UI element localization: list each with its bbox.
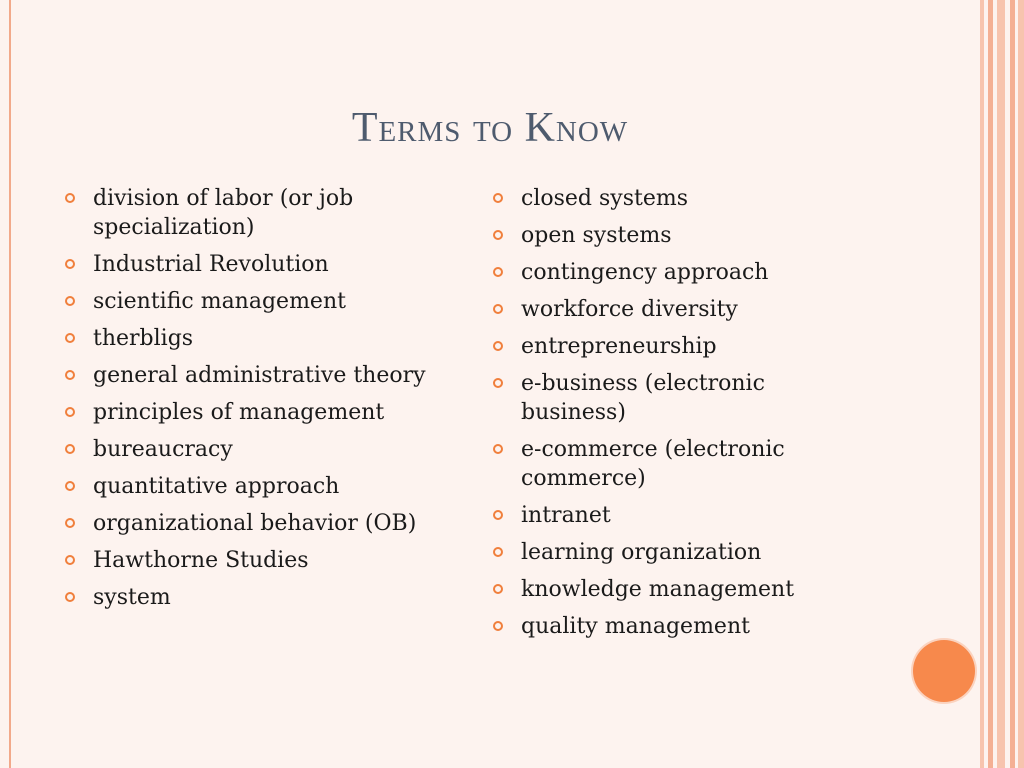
- term-label: entrepreneurship: [521, 334, 717, 359]
- list-item: [62, 546, 432, 575]
- term-label: principles of management: [93, 400, 385, 425]
- list-item: [62, 472, 432, 501]
- right-terms-list: [490, 184, 830, 649]
- circle-bullet-icon: [493, 584, 503, 594]
- circle-bullet-icon: [65, 518, 75, 528]
- right-decorative-stripe: [988, 0, 993, 768]
- term-label: learning organization: [521, 540, 762, 565]
- term-label: system: [93, 585, 171, 610]
- list-item: [62, 435, 432, 464]
- right-decorative-stripe: [1018, 0, 1024, 768]
- circle-bullet-icon: [65, 370, 75, 380]
- term-label: Industrial Revolution: [93, 252, 329, 277]
- list-item: [62, 583, 432, 612]
- list-item: [490, 221, 830, 250]
- decorative-circle: [913, 640, 975, 702]
- right-decorative-stripe: [1010, 0, 1015, 768]
- list-item: [62, 361, 432, 390]
- list-item: [62, 184, 432, 242]
- list-item: [490, 258, 830, 287]
- slide-title: Terms to Know: [351, 105, 629, 151]
- list-item: [490, 435, 830, 493]
- circle-bullet-icon: [493, 341, 503, 351]
- list-item: [490, 332, 830, 361]
- circle-bullet-icon: [493, 444, 503, 454]
- right-decorative-stripe: [997, 0, 1005, 768]
- circle-bullet-icon: [493, 621, 503, 631]
- circle-bullet-icon: [493, 267, 503, 277]
- circle-bullet-icon: [493, 230, 503, 240]
- list-item: [490, 538, 830, 567]
- term-label: workforce diversity: [521, 297, 738, 322]
- term-label: bureaucracy: [93, 437, 233, 462]
- list-item: [62, 509, 432, 538]
- term-label: contingency approach: [521, 260, 769, 285]
- circle-bullet-icon: [493, 193, 503, 203]
- list-item: [490, 501, 830, 530]
- circle-bullet-icon: [65, 555, 75, 565]
- right-decorative-stripe: [980, 0, 984, 768]
- circle-bullet-icon: [65, 481, 75, 491]
- list-item: [490, 184, 830, 213]
- circle-bullet-icon: [493, 304, 503, 314]
- term-label: open systems: [521, 223, 672, 248]
- circle-bullet-icon: [493, 378, 503, 388]
- list-item: [490, 295, 830, 324]
- circle-bullet-icon: [65, 407, 75, 417]
- term-label: e-commerce (electronic commerce): [521, 437, 785, 491]
- left-terms-list: [62, 184, 432, 620]
- term-label: organizational behavior (OB): [93, 511, 417, 536]
- list-item: [62, 398, 432, 427]
- circle-bullet-icon: [493, 547, 503, 557]
- circle-bullet-icon: [65, 592, 75, 602]
- list-item: [490, 612, 830, 641]
- list-item: [62, 287, 432, 316]
- term-label: intranet: [521, 503, 611, 528]
- list-item: [490, 575, 830, 604]
- term-label: scientific management: [93, 289, 346, 314]
- circle-bullet-icon: [65, 444, 75, 454]
- circle-bullet-icon: [65, 259, 75, 269]
- list-item: [490, 369, 830, 427]
- circle-bullet-icon: [65, 193, 75, 203]
- term-label: closed systems: [521, 186, 689, 211]
- term-label: e-business (electronic business): [521, 371, 765, 425]
- term-label: division of labor (or job specialization): [93, 186, 354, 240]
- circle-bullet-icon: [493, 510, 503, 520]
- circle-bullet-icon: [65, 333, 75, 343]
- term-label: knowledge management: [521, 577, 795, 602]
- list-item: [62, 324, 432, 353]
- list-item: [62, 250, 432, 279]
- left-frame-line: [9, 0, 11, 768]
- term-label: Hawthorne Studies: [93, 548, 309, 573]
- term-label: quantitative approach: [93, 474, 340, 499]
- term-label: quality management: [521, 614, 750, 639]
- term-label: therbligs: [93, 326, 194, 351]
- term-label: general administrative theory: [93, 363, 426, 388]
- circle-bullet-icon: [65, 296, 75, 306]
